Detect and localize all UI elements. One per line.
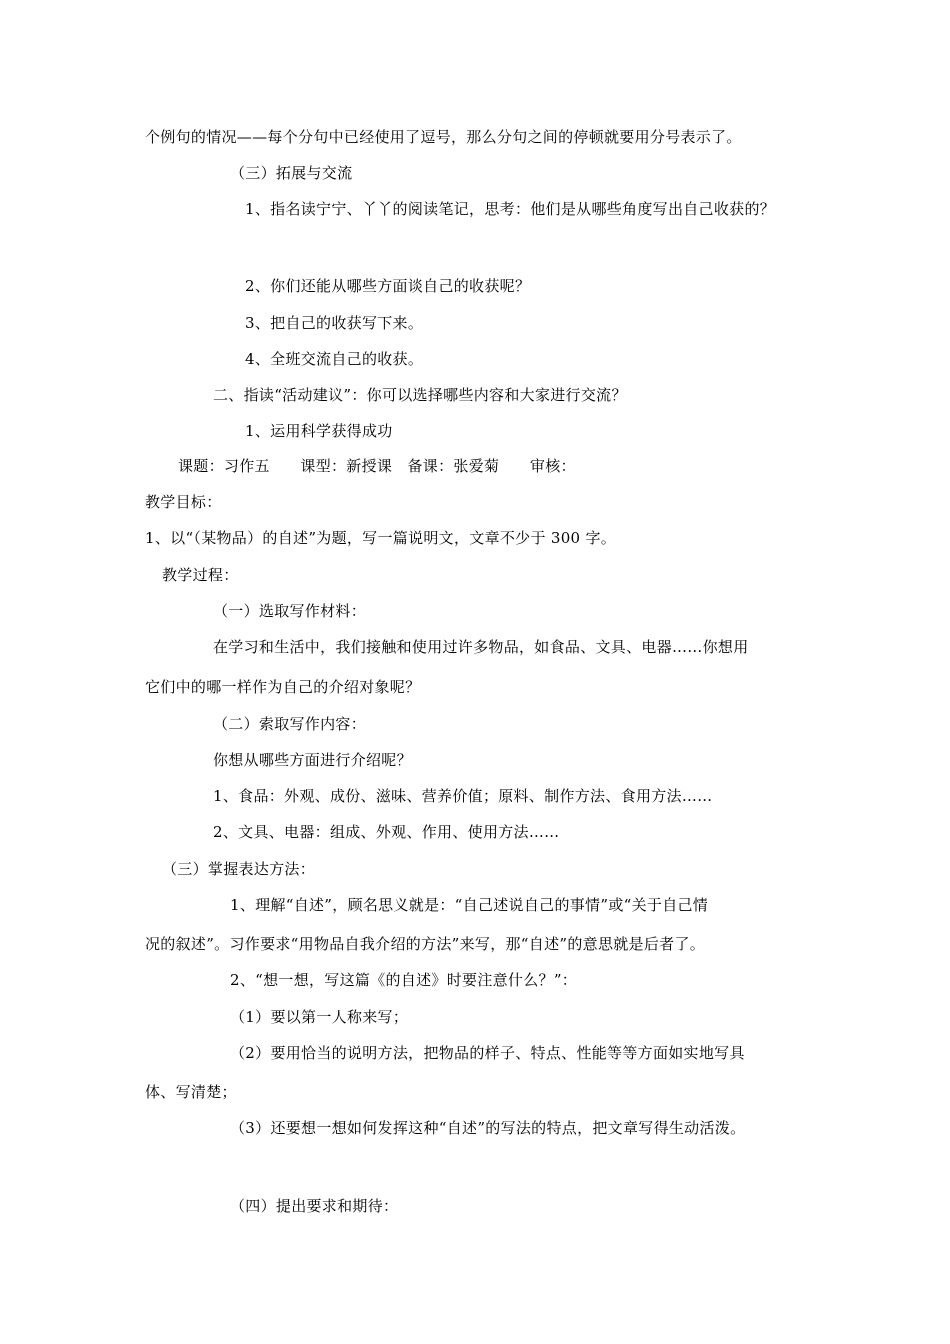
text-line: （3）还要想一想如何发挥这种“自述”的写法的特点，把文章写得生动活泼。: [230, 1119, 746, 1137]
text-line: 2、“想一想，写这篇《的自述》时要注意什么？”：: [230, 971, 578, 989]
text-line: （1）要以第一人称来写；: [230, 1008, 409, 1026]
section-heading: （三）拓展与交流: [230, 164, 353, 182]
section-heading: （一）选取写作材料：: [213, 602, 367, 620]
section-heading: 教学过程：: [162, 566, 239, 584]
section-heading: 教学目标：: [145, 493, 222, 511]
text-line: 3、把自己的收获写下来。: [245, 314, 424, 332]
text-line: 它们中的哪一样作为自己的介绍对象呢？: [145, 678, 421, 696]
text-line: 二、指读“活动建议”：你可以选择哪些内容和大家进行交流？: [213, 386, 627, 404]
text-line: 1、食品：外观、成份、滋味、营养价值；原料、制作方法、食用方法……: [213, 787, 713, 805]
text-line: （2）要用恰当的说明方法，把物品的样子、特点、性能等等方面如实地写具: [230, 1044, 745, 1062]
text-line: 2、文具、电器：组成、外观、作用、使用方法……: [213, 823, 560, 841]
text-line: 体、写清楚；: [145, 1083, 237, 1101]
text-line: 1、指名读宁宁、丫丫的阅读笔记，思考：他们是从哪些角度写出自己收获的？: [245, 200, 776, 218]
text-line: 你想从哪些方面进行介绍呢？: [213, 751, 412, 769]
text-line: 在学习和生活中，我们接触和使用过许多物品，如食品、文具、电器……你想用: [213, 638, 749, 656]
text-line: 况的叙述”。习作要求“用物品自我介绍的方法”来写，那“自述”的意思就是后者了。: [145, 935, 706, 953]
lesson-header: 课题：习作五 课型：新授课 备课：张爱菊 审核：: [178, 457, 576, 475]
section-heading: （四）提出要求和期待：: [230, 1197, 399, 1215]
text-line: 2、你们还能从哪些方面谈自己的收获呢？: [245, 277, 531, 295]
text-line: 1、运用科学获得成功: [245, 422, 393, 440]
section-heading: （二）索取写作内容：: [213, 715, 367, 733]
section-heading: （三）掌握表达方法：: [162, 860, 316, 878]
text-line: 4、全班交流自己的收获。: [245, 350, 424, 368]
text-line: 1、以“（某物品）的自述”为题，写一篇说明文，文章不少于 300 字。: [145, 529, 617, 547]
text-line: 个例句的情况——每个分句中已经使用了逗号，那么分句之间的停顿就要用分号表示了。: [145, 128, 742, 146]
text-line: 1、理解“自述”，顾名思义就是：“自己述说自己的事情”或“关于自己情: [230, 896, 709, 914]
